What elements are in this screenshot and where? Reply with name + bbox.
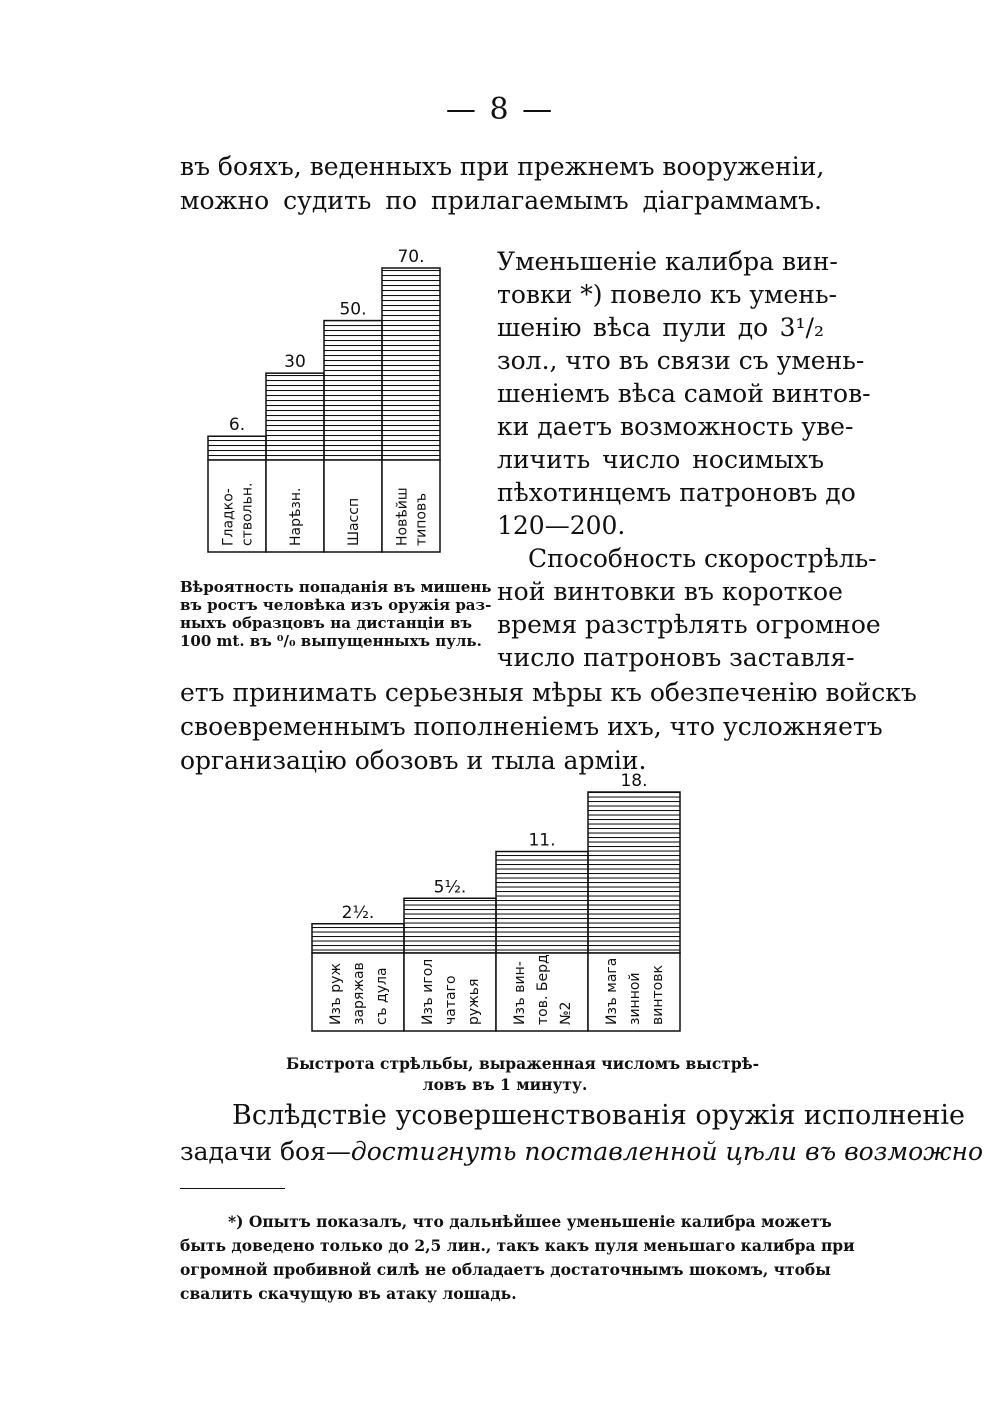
category-label-3-1: Шассп [346, 497, 362, 546]
bar-2 [404, 898, 496, 953]
category-box-1 [208, 460, 266, 552]
closing-line-1: Вслѣдствіе усовершенствованія оружія исполненіе [232, 1100, 965, 1131]
page-number: — 8 — [445, 92, 555, 127]
category-label-2-3: ружья [466, 978, 482, 1025]
chart2-caption-line-1: Быстрота стрѣльбы, выраженная числомъ выстрѣ- [286, 1054, 760, 1073]
right-col-line-3: шенію вѣса пули до 3¹/₂ [497, 313, 824, 342]
category-label-4-2: зинной [627, 972, 643, 1025]
right-col-line-10: Способность скорострѣль- [528, 544, 877, 573]
bar-4 [588, 792, 680, 953]
right-col-line-2: товки *) повело къ умень- [497, 280, 838, 309]
category-label-4-3: винтовк [650, 965, 666, 1025]
bar-2 [266, 373, 324, 460]
category-label-1-1: Изъ руж [328, 962, 344, 1025]
fire-rate-chart [300, 765, 695, 1040]
right-col-line-1: Уменьшеніе калибра вин- [497, 247, 838, 276]
chart1-caption-line-1: Вѣроятность попаданія въ мишень [180, 578, 492, 596]
value-label-1: 6. [228, 415, 246, 436]
category-label-2-2: чатаго [443, 975, 459, 1025]
category-box-4 [382, 460, 440, 552]
closing-line-2-regular: задачи боя— [180, 1137, 351, 1166]
category-label-2-1: Изъ игол [420, 958, 436, 1025]
category-label-4-1: Новѣйш [394, 487, 411, 546]
bar-3 [324, 321, 382, 460]
category-label-1-2: заряжав [351, 962, 367, 1025]
value-label-1: 2½. [341, 902, 375, 923]
bar-1 [208, 436, 266, 460]
right-col-line-8: пѣхотинцемъ патроновъ до [497, 478, 856, 507]
footnote-line-2: быть доведено только до 2,5 лин., такъ какъ пуля меньшаго калибра при [180, 1236, 855, 1255]
footnote-line-3: огромной пробивной силѣ не обладаетъ достаточнымъ шокомъ, чтобы [180, 1260, 831, 1279]
chart1-caption [180, 578, 492, 650]
value-label-4: 70. [397, 247, 425, 267]
right-col-line-7: личить число носимыхъ [497, 445, 824, 474]
right-col-line-4: зол., что въ связи съ умень- [497, 346, 865, 375]
chart2-caption-line-2: ловъ въ 1 минуту. [422, 1075, 588, 1094]
bar-3 [496, 852, 588, 954]
value-label-4: 18. [620, 771, 648, 791]
value-label-3: 11. [528, 830, 556, 851]
body-line-2: своевременнымъ пополненіемъ ихъ, что усложняетъ [180, 712, 883, 741]
category-label-4-1: Изъ мага [604, 957, 620, 1025]
category-label-2-1: Нарѣзн. [288, 487, 304, 546]
right-col-line-12: время разстрѣлять огромное [497, 610, 881, 639]
category-label-3-2: тов. Берд [535, 954, 551, 1025]
category-label-1-3: съ дула [374, 967, 390, 1025]
chart1-caption-line-2: въ ростъ человѣка изъ оружія раз- [180, 596, 492, 614]
footnote-divider [180, 1188, 285, 1189]
closing-line-2-italic: достигнуть поставленной цѣли въ возможно [350, 1137, 984, 1166]
footnote-line-4: свалить скачущую въ атаку лошадь. [180, 1284, 517, 1303]
right-col-line-13: число патроновъ заставля- [497, 643, 855, 672]
right-col-line-5: шеніемъ вѣса самой винтов- [497, 379, 871, 408]
intro-line-1: въ бояхъ, веденныхъ при прежнемъ вооруженіи, [180, 152, 825, 181]
category-label-3-3: №2 [558, 1001, 574, 1025]
body-line-1: етъ принимать серьезныя мѣры къ обезпеченію войскъ [180, 678, 917, 707]
chart1-caption-line-4: 100 mt. въ ⁰/₀ выпущенныхъ пуль. [180, 632, 482, 650]
body-line-3: организацію обозовъ и тыла арміи. [180, 746, 647, 775]
chart2-caption [270, 1053, 760, 1095]
value-label-2: 30 [284, 352, 306, 373]
closing-line-2 [180, 1134, 984, 1170]
value-label-2: 5½. [433, 877, 467, 898]
category-label-1-2: ствольн. [239, 482, 256, 546]
category-label-3-1: Изъ вин- [512, 961, 528, 1025]
category-label-1-1: Гладко- [220, 488, 237, 546]
chart1-caption-line-3: ныхъ образцовъ на дистанціи въ [180, 614, 472, 632]
right-col-line-6: ки даетъ возможность уве- [497, 412, 854, 441]
right-col-line-11: ной винтовки въ короткое [497, 577, 843, 606]
bar-1 [312, 924, 404, 953]
footnote-line-1: *) Опытъ показалъ, что дальнѣйшее уменьшеніе калибра можетъ [228, 1212, 832, 1231]
right-col-line-9: 120—200. [497, 511, 626, 540]
footnote [180, 1210, 855, 1306]
category-label-4-2: типовъ [413, 492, 430, 546]
accuracy-chart [200, 240, 450, 565]
value-label-3: 50. [339, 299, 367, 320]
bar-4 [382, 268, 440, 460]
intro-line-2: можно судить по прилагаемымъ діаграммамъ. [180, 186, 822, 215]
